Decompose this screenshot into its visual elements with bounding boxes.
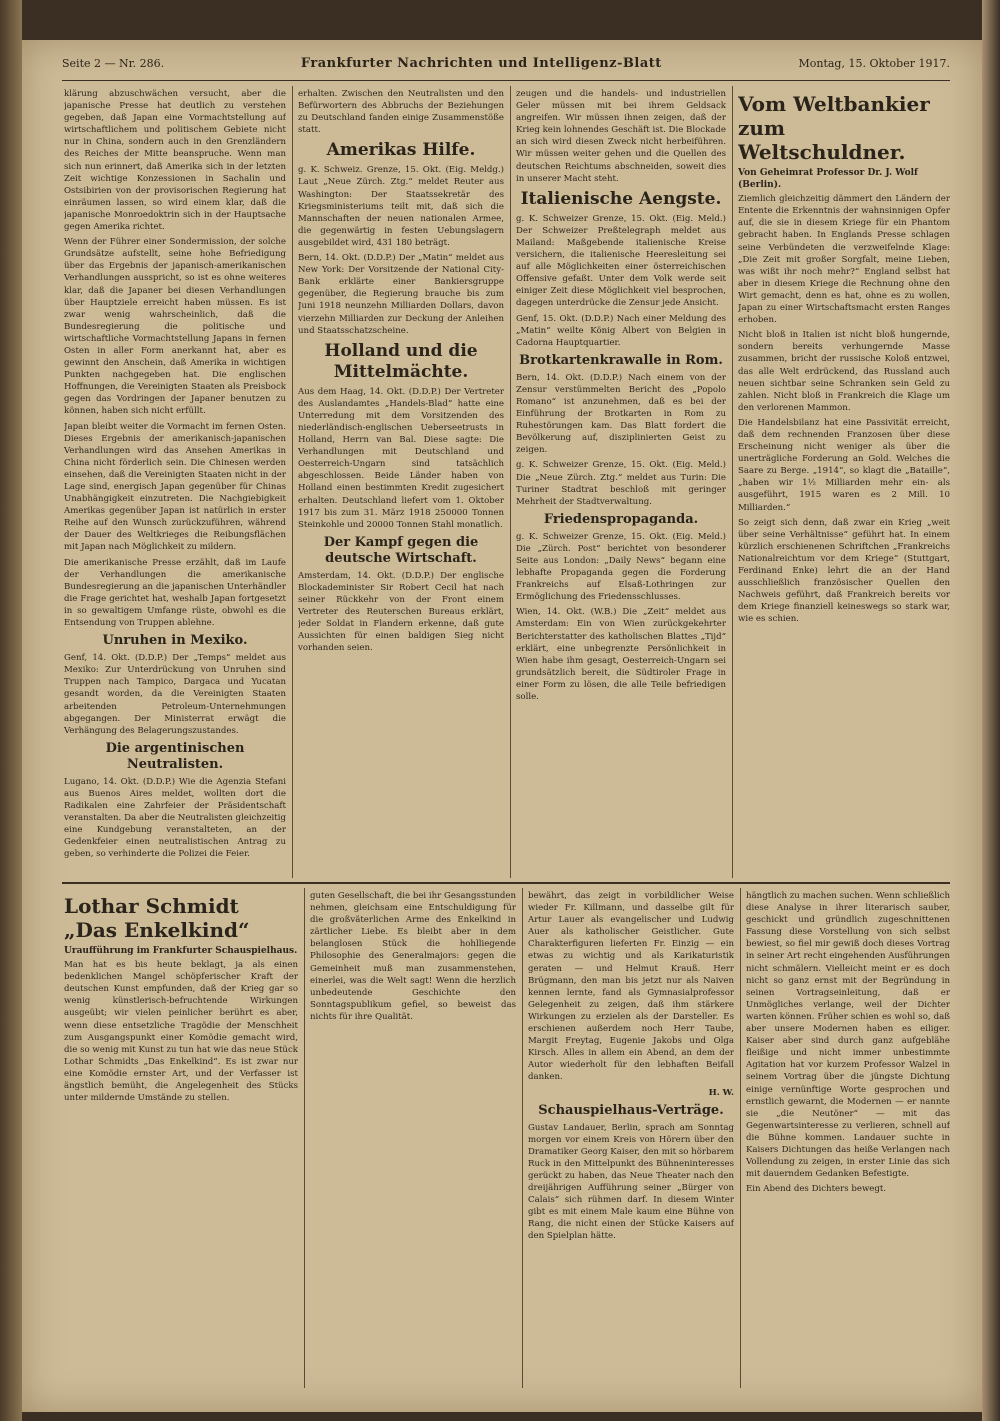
article-text: Wien, 14. Okt. (W.B.) Die „Zeit“ meldet aus Amsterdam: Ein von Wien zurückgekehrter Berichterstatter des katholischen Blattes „Tijd“ erklärt, eine unbegrenzte Persönlichkeit in Wien habe ihm gesagt, Oesterreich-Ungarn sei grundsätzlich bereit, die Südtiroler Frage in einer Form zu lösen, die alle Teile befriedigen solle.: [516, 607, 726, 703]
issue-date: Montag, 15. Oktober 1917.: [798, 56, 950, 70]
article-text: Ziemlich gleichzeitig dämmert den Ländern der Entente die Erkenntnis der wahnsinnigen Opfer auf, die sie in diesem Kriege für ein Phantom gebracht haben. In Englands Presse schlagen seine Verbündeten die verzweifelnde Klage: „Die Zeit mit großer Sorgfalt, meine Lieben, was wißt ihr noch mehr?“ England selbst hat aber in diesem Kriege die Rechnung ohne den Wirt gemacht, denn es hat, ohne es zu wollen, Japan zu einer Wirtschaftsmacht ersten Ranges erhoben.: [738, 194, 950, 326]
article-text: hängtlich zu machen suchen. Wenn schließlich diese Analyse in ihrer literarisch sauber, geschickt und gründlich zugeschnittenen Fassung diese Vorstellung von sich selbst bewiest, so fiel mir gewiß doch dieses Vortrag in seiner Art recht eingehenden Ausführungen nicht schmälern. Vielleicht meint er es doch nicht so ganz ernst mit der Begründung in seinen Vortragseinleitung, daß er Unmögliches verlange, weil der Dichter warten können. Früher schien es wohl so, daß aber unsere Modernen haben es eiliger. Kaiser aber sind durch ganz aufgeblähe fleißige und nicht immer unbestimmte Agitation hat vor kurzem Professor Walzel in seinem Vortrag über die jüngste Dichtung einige vernünftige Worte gesprochen und ernstlich gewarnt, die Modernen — er nannte sie „die Neutöner“ — mit das Gegenwartsinteresse zu verlieren, schnell auf die Bühne kommen. Landauer suchte in Kaisers Dichtungen das heiße Verlangen nach Vollendung zu zeigen, in erster Linie das sich mit dauerndem Gedanken Befestigte.: [746, 891, 950, 1180]
article-text: guten Gesellschaft, die bei ihr Gesangsstunden nehmen, gleichsam eine Entschuldigung für die großväterlichen Arme des Enkelkind in zärtlicher Liebe. Es bleibt aber in dem belanglosen Stück die hohlliegende Philosophie des Generalmajors: gegen die Gemeinheit muß man zusammenstehen, einerlei, was die Welt sagt! Wenn die herzlich unbedeutende Geschichte den Sonntagspublikum gefiel, so beweist das nichts für ihre Qualität.: [310, 891, 516, 1022]
feature-headline: Vom Weltbankier zum Weltschuldner.: [738, 92, 930, 164]
column-divider: [740, 888, 741, 1388]
article-text: Amsterdam, 14. Okt. (D.D.P.) Der englische Blockademinister Sir Robert Cecil hat nach seiner Rückkehr von der Front einem Vertreter des Reuterschen Bureaus erklärt, jeder Soldat in Flandern erkenne, daß gute Aussichten für einen baldigen Sieg nicht vorhanden seien.: [298, 570, 504, 654]
article-heading: Schauspielhaus-Verträge.: [538, 1102, 724, 1118]
article-text: g. K. Schweizer Grenze, 15. Okt. (Eig. Meld.) Die „Neue Zürch. Ztg.“ meldet aus Turin: Die Turiner Stadtrat beschloß mit geringer Mehrheit der Stadtverwaltung.: [516, 460, 726, 507]
binding-left-edge: [0, 0, 22, 1421]
column-4: [738, 88, 950, 878]
column-1: [64, 88, 286, 878]
article-heading: Amerikas Hilfe.: [326, 140, 476, 161]
column-2: [298, 88, 504, 878]
column-divider: [522, 888, 523, 1388]
article-text: Die Handelsbilanz hat eine Passivität erreicht, daß dem rechnenden Franzosen über diese Erscheinung nicht weniger als über die unerträgliche Forderung an Gold. Welches die Saare zu Berge. „1914“, so klagt die „Bataille“, „haben wir 1½ Milliarden mehr ein- als ausgeführt, 1915 waren es 2 Mill. 10 Milliarden.“: [738, 417, 950, 513]
article-text: Man hat es bis heute beklagt, ja als einen bedenklichen Mangel schöpferischer Kraft der deutschen Kunst empfunden, daß der Krieg gar so wenig künstlerisch-befruchtende Wirkungen ausgeübt; wir vielen peinlicher berührt es aber, wenn diese entsetzliche Tragödie der Menschheit zum Ausgangspunkt einer Komödie gemacht wird, die so wenig mit Kunst zu tun hat wie das neue Stück Lothar Schmidts „Das Enkelkind“. Es ist zwar nur eine Komödie ernster Art, und der Verfasser ist ängstlich bemüht, die Angelegenheit des Stücks unter mildernde Umstände zu stellen.: [64, 960, 298, 1104]
binding-right-edge: [982, 0, 1000, 1421]
article-text: Genf, 14. Okt. (D.D.P.) Der „Temps“ meldet aus Mexiko: Zur Unterdrückung von Unruhen sind Truppen nach Tampico, Dargaca und Yucatan gesandt worden, da die Vereinigten Staaten arbeitenden Petroleum-Unternehmungen abgegangen. Der Ministerrat erwägt die Verhängung des Belagerungszustandes.: [64, 653, 286, 736]
column-3: [516, 88, 726, 878]
article-text: Lugano, 14. Okt. (D.D.P.) Wie die Agenzia Stefani aus Buenos Aires meldet, wollten dort die Radikalen eine Zahrfeier der Präsidentschaft veranstalten. Da aber die Neutralisten gleichzeitig eine Kundgebung veranstalteten, an der Gedenkfeier einen neutralistischen Antrag zu geben, so verhinderte die Polizei die Feier.: [64, 776, 286, 860]
feuilleton-headline: Lothar Schmidt „Das Enkelkind“: [64, 894, 250, 942]
column-divider: [292, 86, 293, 878]
article-heading: Italienische Aengste.: [520, 188, 722, 209]
page-number: Seite 2 — Nr. 286.: [62, 56, 165, 70]
header-rule: [62, 80, 950, 81]
article-heading: Friedenspropaganda.: [543, 511, 699, 527]
feuilleton-rule: [62, 882, 950, 884]
article-heading: Brotkartenkrawalle in Rom.: [519, 352, 723, 368]
article-text: klärung abzuschwächen versucht, aber die japanische Presse hat deutlich zu verstehen gegeben, daß Japan eine Vormachtstellung auf wirtschaftlichem und politischem Gebiete nicht nur in China, sondern auch in den Grenzländern des Reiches der Mitte beanspruche. Wenn man sich nun erinnert, daß Amerika sich in der letzten Zeit wichtige Konzessionen in Sachalin und Ostsibirien von der provisorischen Regierung hat einräumen lassen, so wird einem klar, daß die japanische Monroedoktrin sich in der Hauptsache gegen Amerika richtet.: [64, 89, 286, 233]
column-divider: [304, 888, 305, 1388]
article-text: g. K. Schweizer Grenze, 15. Okt. (Eig. Meld.) Der Schweizer Preßtelegraph meldet aus Mailand: Maßgebende italienische Kreise versichern, die italienische Heeresleitung sei auf alle Möglichkeiten einer österreichischen Offensive gefaßt. Unter dem Volk werde seit einiger Zeit diese Möglichkeit viel besprochen, dagegen unterdrücke die Zensur jede Ansicht.: [516, 213, 726, 309]
author-signature: H. W.: [708, 1087, 734, 1098]
article-text: erhalten. Zwischen den Neutralisten und den Befürwortern des Abbruchs der Beziehungen zu Deutschland fanden einige Zusammenstöße statt.: [298, 89, 504, 136]
byline: Von Geheimrat Professor Dr. J. Wolf (Berlin).: [738, 168, 918, 191]
article-text: Genf, 15. Okt. (D.D.P.) Nach einer Meldung des „Matin“ weilte König Albert von Belgien in Cadorna Hauptquartier.: [516, 313, 726, 348]
article-text: Bern, 14. Okt. (D.D.P.) Nach einem von der Zensur verstümmelten Bericht des „Popolo Romano“ ist anzunehmen, daß es bei der Einführung der Brotkarten in Rom zu Ruhestörungen kam. Das Blatt fordert die Bevölkerung auf, disziplinierten Geist zu zeigen.: [516, 372, 726, 456]
page-header: [62, 48, 950, 78]
article-text: Bern, 14. Okt. (D.D.P.) Der „Matin“ meldet aus New York: Der Vorsitzende der National City-Bank erklärte einer Bankiersgruppe gegenüber, die Regierung brauche bis zum Juni 1918 neunzehn Milliarden Dollars, davon vierzehn Milliarden zur Deckung der Anleihen und Staatsschatzscheine.: [298, 253, 504, 336]
article-text: Nicht bloß in Italien ist nicht bloß hungernde, sondern bereits verhungernde Masse zusammen, bricht der russische Koloß entzwei, das alle Welt erdrückend, das Russland auch neuen sichtbar seine Schranken sein Geld zu zahlen. Nicht bloß in Frankreich die Klage um den verlorenen Mammon.: [738, 330, 950, 413]
column-divider: [732, 86, 733, 878]
feuilleton-column-3: [528, 890, 734, 1388]
article-heading: Unruhen in Mexiko.: [102, 633, 248, 649]
article-heading: Die argentinischen Neutralisten.: [105, 740, 245, 772]
article-text: So zeigt sich denn, daß zwar ein Krieg „weit über seine Verhältnisse“ geführt hat. In einem kürzlich erschienenen Schriftchen „Frankreichs Nationalreichtum vor dem Kriege“ (Stuttgart, Ferdinand Enke) lehrt die an der Hand ausschließlich französischer Quellen den Nachweis geführt, daß Frankreich bereits vor dem Kriege finanziell keineswegs so stark war, wie es schien.: [738, 517, 950, 625]
article-text: g. K. Schweizer Grenze, 15. Okt. (Eig. Meld.) Die „Zürch. Post“ berichtet von besonderer Seite aus London: „Daily News“ begann eine lebhafte Propaganda gegen die Forderung Frankreichs auf Elsaß-Lothringen zur Ermöglichung des Friedensschlusses.: [516, 531, 726, 603]
feuilleton-subtitle: Uraufführung im Frankfurter Schauspielhaus.: [64, 946, 298, 956]
article-heading: Holland und die Mittelmächte.: [324, 340, 478, 382]
article-text: Ein Abend des Dichters bewegt.: [746, 1184, 887, 1195]
article-text: Wenn der Führer einer Sondermission, der solche Grundsätze aufstellt, seine hohe Befriedigung über das Ergebnis der japanisch-amerikanischen Verhandlungen ausspricht, so ist es ohne weiteres klar, daß die Japaner bei diesen Verhandlungen über Hauptziele erreicht haben müssen. Es ist zwar wenig wahrscheinlich, daß die Bundesregierung die politische und wirtschaftliche Vormachtstellung Japans in fernen Osten in aller Form anerkannt hat, aber es gewinnt den Anschein, daß Amerika in wichtigen Punkten nachgegeben hat. Die englischen Hoffnungen, die Vereinigten Staaten als Preisbock gegen das Vordringen der Japaner benutzen zu können, haben sich nicht erfüllt.: [64, 237, 286, 417]
feuilleton-column-2: [310, 890, 516, 1388]
article-text: Aus dem Haag, 14. Okt. (D.D.P.) Der Vertreter des Auslandamtes „Handels-Blad“ hatte eine Unterredung mit dem Vorsitzenden des niederländisch-englischen Ueberseetrusts in Holland, Herrn van Bal. Diese sagte: Die Verhandlungen mit Deutschland und Oesterreich-Ungarn sind tatsächlich abgeschlossen. Beide Länder haben von Holland einen bestimmten Kredit zugesichert erhalten. Deutschland liefert vom 1. Oktober 1917 bis zum 31. März 1918 250000 Tonnen Steinkohle und 20000 Tonnen Stahl monatlich.: [298, 386, 504, 530]
feuilleton-column-4: [746, 890, 950, 1388]
article-text: Japan bleibt weiter die Vormacht im fernen Osten. Dieses Ergebnis der amerikanisch-japanischen Verhandlungen wird das Ansehen Amerikas in China nicht förderlich sein. Die Chinesen werden einsehen, daß die Vereinigten Staaten nicht in der Lage sind, energisch Japan gegenüber für Chinas Unabhängigkeit einzutreten. Die Nachgiebigkeit Amerikas gegenüber Japan ist natürlich in erster Reihe auf den Wunsch zurückzuführen, während der Dauer des Weltkrieges die Reibungsflächen mit Japan nach Möglichkeit zu mildern.: [64, 421, 286, 553]
article-text: Die amerikanische Presse erzählt, daß im Laufe der Verhandlungen die amerikanische Bundesregierung an die japanischen Unterhändler die Frage gerichtet hat, weshalb Japan fortgesetzt in so gewaltigem Umfange rüste, obwohl es die Entsendung von Truppen ablehne.: [64, 557, 286, 629]
article-text: Gustav Landauer, Berlin, sprach am Sonntag morgen vor einem Kreis von Hörern über den Dramatiker Georg Kaiser, den mit so hörbarem Ruck in den Mittelpunkt des Bühneninteresses gerückt zu haben, das Neue Theater nach den dreijährigen Aufführung seiner „Bürger von Calais“ sich rühmen darf. In diesem Winter gibt es mit einem Male kaum eine Bühne von Rang, die nicht einen der Stücke Kaisers auf den Spielplan hätte.: [528, 1122, 734, 1242]
article-heading: Der Kampf gegen die deutsche Wirtschaft.: [323, 534, 479, 566]
masthead-title: Frankfurter Nachrichten und Intelligenz-Blatt: [300, 55, 662, 71]
column-divider: [510, 86, 511, 878]
article-text: zeugen und die handels- und industriellen Geler müssen mit bei ihrem Geldsack angreifen. Wir müssen ihnen zeigen, daß der Krieg kein lohnendes Geschäft ist. Die Blockade an sich wird diesen Zweck nicht herbeiführen. Wir müssen weiter gehen und die Quellen des deutschen Reichtums abschneiden, soweit dies in unserer Macht steht.: [516, 89, 726, 184]
article-text: g. K. Schweiz. Grenze, 15. Okt. (Eig. Meldg.) Laut „Neue Zürch. Ztg.“ meldet Reuter aus Washington: Der Staatssekretär des Kriegsministeriums teilt mit, daß sich die Mannschaften der neuen nationalen Armee, die gegenwärtig in festen Uebungslagern ausgebildet wird, 431 180 beträgt.: [298, 165, 504, 248]
feuilleton-column-1: [64, 890, 298, 1388]
article-text: bewährt, das zeigt in vorbildlicher Weise wieder Fr. Killmann, und dasselbe gilt für Artur Lauer als evangelischer und Ludwig Auer als katholischer Geistlicher. Gute Charakterfiguren lieferten Fr. Einzig — ein etwas zu wichtig und als Karikaturistik geraten — und Helmut Krauß. Herr Brügmann, den man bis jetzt nur als Naiven kennen lernte, fand als Gymnasialprofessor Gelegenheit zu zeigen, daß ihm stärkere Wirkungen zu erzielen als der Darsteller. Es erschienen außerdem noch Herr Taube, Margit Freytag, Eugenie Jakobs und Olga Kirsch. Alles in allem ein Abend, an dem der Autor wiederholt für den lebhaften Beifall danken.: [528, 891, 734, 1083]
